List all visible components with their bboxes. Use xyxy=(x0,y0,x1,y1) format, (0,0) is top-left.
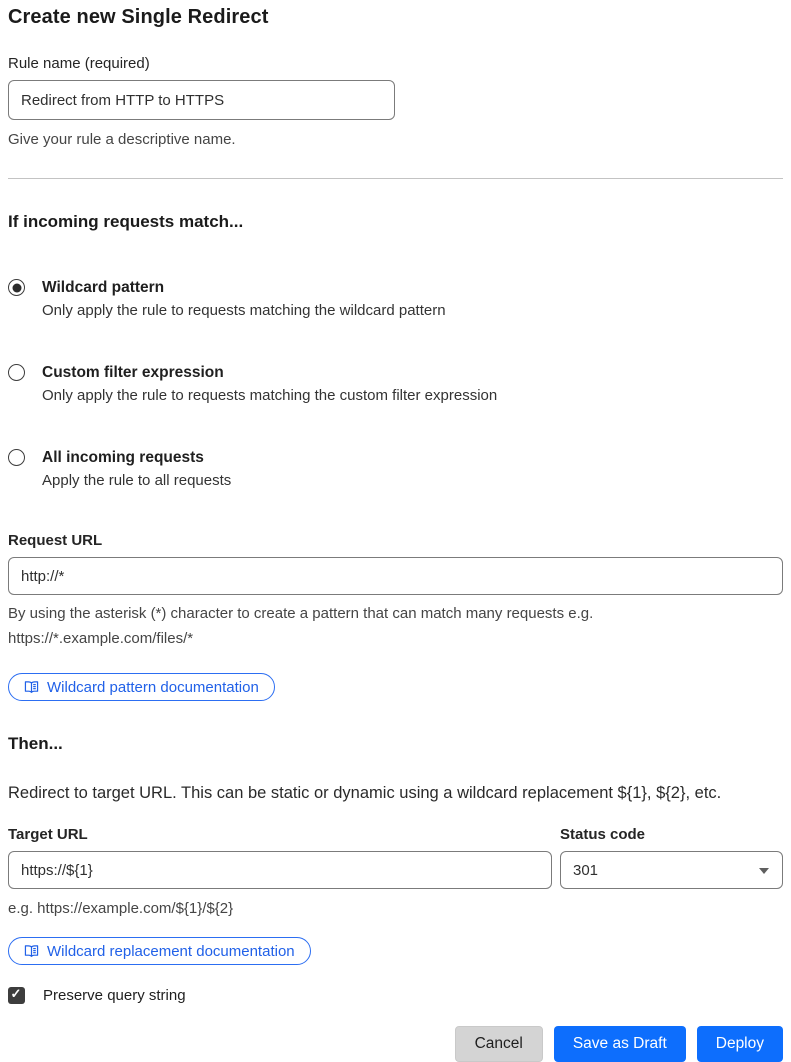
request-url-input[interactable] xyxy=(8,557,783,595)
wildcard-replacement-docs-button[interactable] xyxy=(8,937,311,965)
match-type-radio-group xyxy=(8,277,783,493)
target-url-helper: e.g. https://example.com/${1}/${2} xyxy=(8,900,234,917)
doc-button-label: Wildcard pattern documentation xyxy=(47,678,259,696)
deploy-button[interactable]: Deploy xyxy=(697,1026,783,1062)
then-section-heading: Then... xyxy=(8,734,63,753)
radio-label: All incoming requests xyxy=(42,449,204,466)
status-code-selected-value: 301 xyxy=(573,861,599,879)
rule-name-helper: Give your rule a descriptive name. xyxy=(8,131,236,148)
rule-name-input[interactable] xyxy=(8,80,395,120)
page-title: Create new Single Redirect xyxy=(8,6,269,28)
status-code-select[interactable] xyxy=(560,851,783,889)
book-icon xyxy=(24,680,39,694)
rule-name-label: Rule name (required) xyxy=(8,55,150,72)
radio-button-icon[interactable] xyxy=(8,279,25,296)
radio-label: Custom filter expression xyxy=(42,364,224,381)
status-code-label: Status code xyxy=(560,826,646,843)
radio-description: Apply the rule to all requests xyxy=(42,472,232,489)
request-url-helper-line2: https://*.example.com/files/* xyxy=(8,630,194,647)
radio-button-icon[interactable] xyxy=(8,449,25,466)
radio-option-all-incoming-requests[interactable] xyxy=(8,447,783,493)
wildcard-pattern-docs-button[interactable] xyxy=(8,673,275,701)
match-section-heading: If incoming requests match... xyxy=(8,212,244,231)
radio-button-icon[interactable] xyxy=(8,364,25,381)
book-icon xyxy=(24,944,39,958)
target-url-label: Target URL xyxy=(8,826,88,843)
then-section-description: Redirect to target URL. This can be static or dynamic using a wildcard replacement ${1}, ${2}, etc. xyxy=(8,784,722,802)
radio-description: Only apply the rule to requests matching the custom filter expression xyxy=(42,387,498,404)
form-footer xyxy=(8,1026,783,1062)
preserve-query-string-label: Preserve query string xyxy=(43,987,186,1004)
request-url-label: Request URL xyxy=(8,532,103,549)
section-divider xyxy=(8,178,783,179)
radio-label: Wildcard pattern xyxy=(42,279,165,296)
radio-description: Only apply the rule to requests matching the wildcard pattern xyxy=(42,302,446,319)
request-url-helper-line1: By using the asterisk (*) character to create a pattern that can match many requests e.g. xyxy=(8,605,594,622)
radio-option-wildcard-pattern[interactable] xyxy=(8,277,783,323)
preserve-query-string-row[interactable] xyxy=(8,987,783,1004)
cancel-button[interactable]: Cancel xyxy=(455,1026,543,1062)
checkbox-check-icon[interactable] xyxy=(8,987,25,1004)
save-as-draft-button[interactable]: Save as Draft xyxy=(554,1026,686,1062)
target-url-input[interactable] xyxy=(8,851,552,889)
radio-option-custom-filter-expression[interactable] xyxy=(8,362,783,408)
doc-button-label: Wildcard replacement documentation xyxy=(47,942,295,960)
